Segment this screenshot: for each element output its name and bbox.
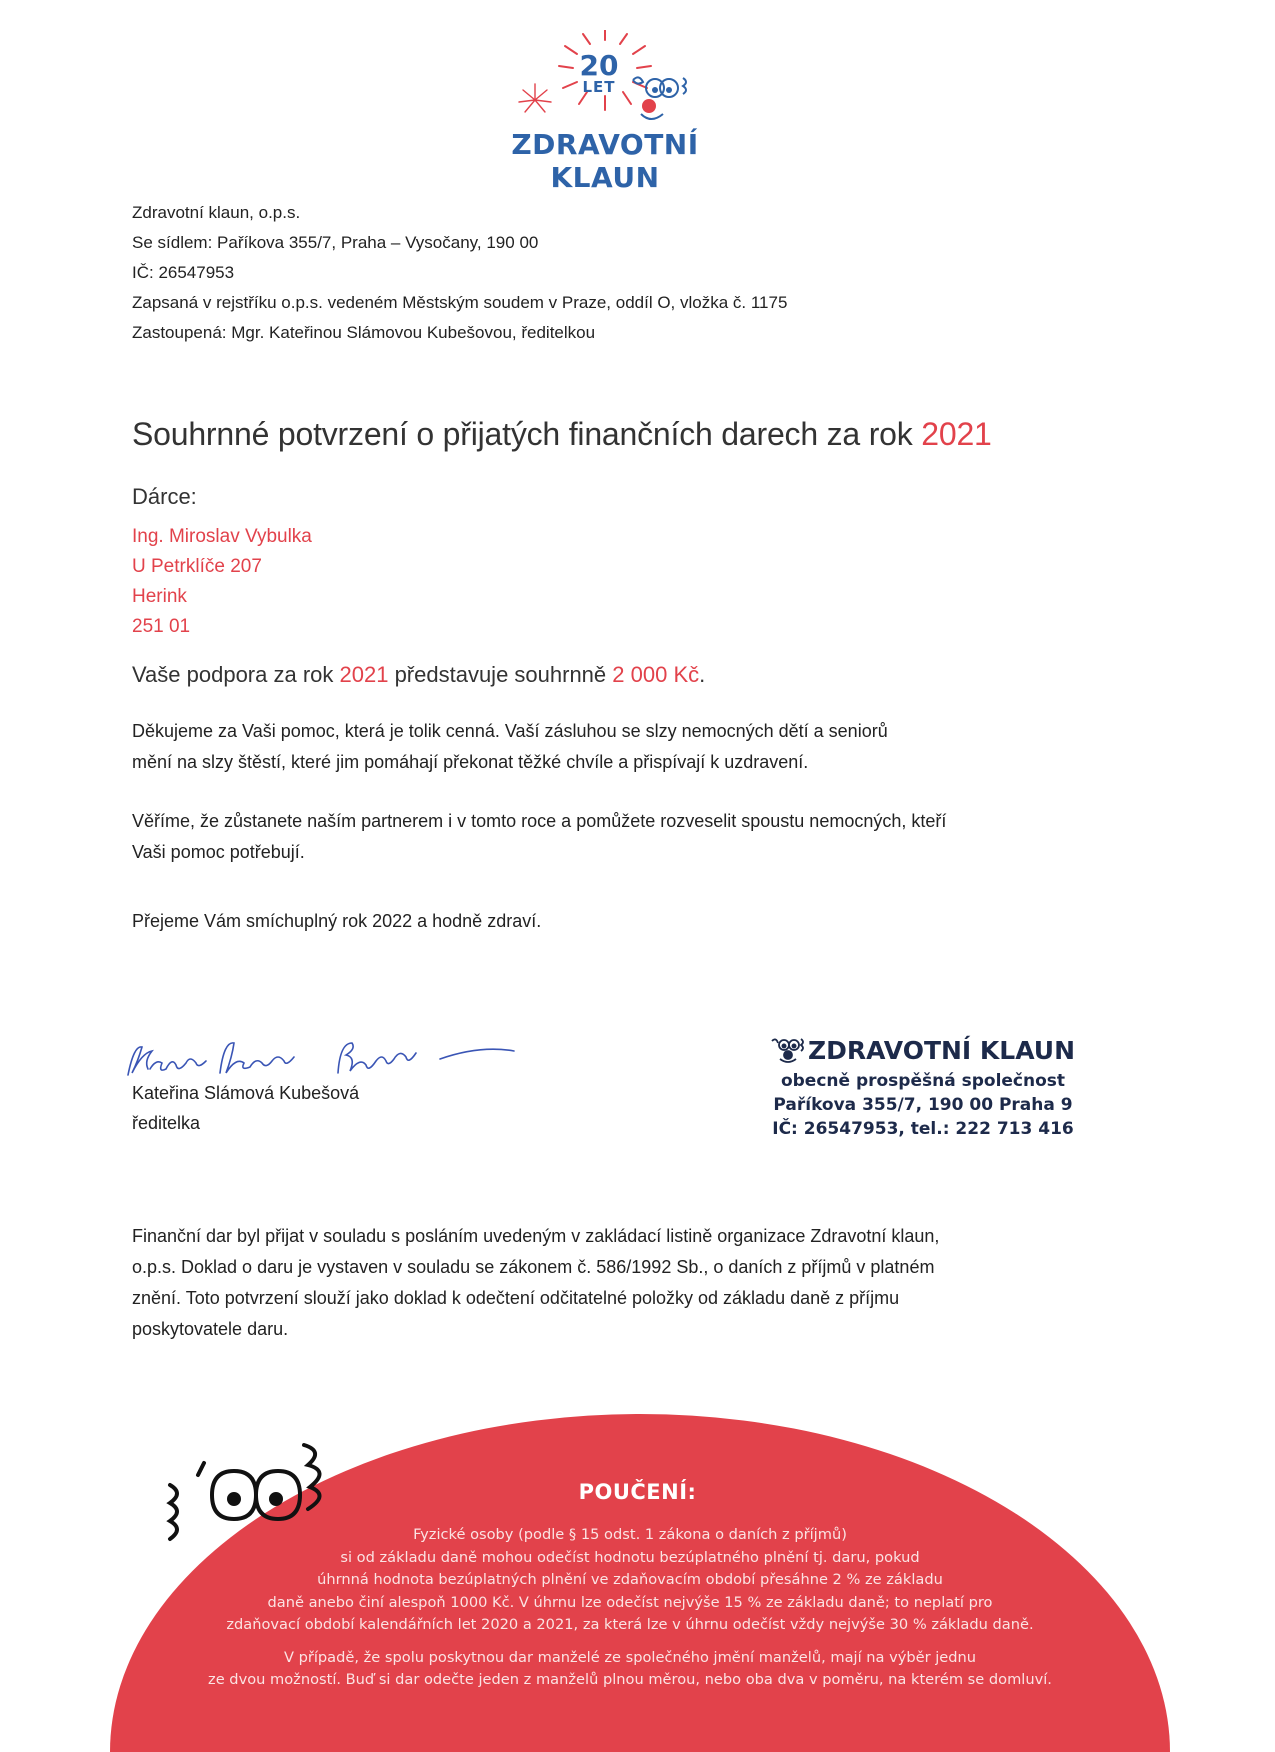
org-seat: Se sídlem: Paříkova 355/7, Praha – Vysočany, 190 00 bbox=[132, 233, 539, 252]
wish-paragraph: Přejeme Vám smíchuplný rok 2022 a hodně zdraví. bbox=[132, 911, 542, 931]
donor-label: Dárce: bbox=[132, 484, 197, 509]
legal-line-4: poskytovatele daru. bbox=[132, 1319, 289, 1339]
signer-block bbox=[132, 1078, 359, 1138]
notice-line-4: daně anebo činí alespoň 1000 Kč. V úhrnu lze odečíst nejvýše 15 % ze základu daně; to neplatí pro bbox=[267, 1593, 993, 1611]
signer-role: ředitelka bbox=[132, 1113, 201, 1133]
thanks-line-1: Děkujeme za Vaši pomoc, která je tolik cenná. Vaší zásluhou se slzy nemocných dětí a seniorů bbox=[132, 721, 888, 741]
signer-name: Kateřina Slámová Kubešová bbox=[132, 1083, 360, 1103]
support-prefix: Vaše podpora za rok bbox=[132, 662, 340, 687]
logo-wordmark: ZDRAVOTNÍ KLAUN bbox=[511, 128, 699, 194]
thanks-line-2: mění na slzy štěstí, které jim pomáhají překonat těžké chvíle a přispívají k uzdravení. bbox=[132, 752, 809, 772]
donor-name: Ing. Miroslav Vybulka bbox=[132, 526, 312, 547]
notice-line-1: Fyzické osoby (podle § 15 odst. 1 zákona o daních z příjmů) bbox=[413, 1526, 847, 1543]
donor-address bbox=[132, 522, 312, 642]
legal-line-2: o.p.s. Doklad o daru je vystaven v souladu se zákonem č. 586/1992 Sb., o daních z příjmů v platném bbox=[132, 1257, 935, 1277]
clown-face-icon bbox=[633, 77, 686, 119]
anniversary-word: LET bbox=[582, 78, 616, 96]
support-summary bbox=[132, 662, 705, 688]
believe-paragraph bbox=[132, 806, 1112, 868]
organization-logo bbox=[455, 30, 755, 194]
document-title bbox=[132, 416, 992, 453]
stamp-line-1: obecně prospěšná společnost bbox=[780, 1071, 1066, 1091]
legal-line-1: Finanční dar byl přijat v souladu s posláním uvedeným v zakládací listině organizace Zdravotní klaun, bbox=[132, 1226, 940, 1246]
org-name: Zdravotní klaun, o.p.s. bbox=[132, 203, 301, 222]
stamp-line-2: Paříkova 355/7, 190 00 Praha 9 bbox=[773, 1095, 1073, 1115]
support-year: 2021 bbox=[339, 662, 389, 687]
legal-paragraph bbox=[132, 1221, 1132, 1345]
title-year: 2021 bbox=[921, 416, 992, 452]
notice-title: POUČENÍ: bbox=[578, 1480, 697, 1504]
support-suffix: . bbox=[699, 662, 706, 687]
notice-line-2: si od základu daně mohou odečíst hodnotu bezúplatného plnění tj. daru, pokud bbox=[340, 1548, 920, 1566]
stamp-title bbox=[768, 1035, 1078, 1065]
anniversary-badge bbox=[567, 49, 631, 96]
organization-header bbox=[132, 198, 787, 348]
believe-line-2: Vaši pomoc potřebují. bbox=[132, 842, 305, 862]
notice-line-3: úhrnná hodnota bezúplatných plnění ve zdaňovacím období přesáhne 2 % ze základu bbox=[317, 1571, 943, 1588]
donor-zip: 251 01 bbox=[132, 616, 191, 637]
notice-text bbox=[190, 1524, 1070, 1692]
org-ic: IČ: 26547953 bbox=[132, 263, 235, 282]
donor-street: U Petrklíče 207 bbox=[132, 556, 262, 577]
stamp-title-text: ZDRAVOTNÍ KLAUN bbox=[808, 1036, 1076, 1065]
believe-line-1: Věříme, že zůstanete naším partnerem i v tomto roce a pomůžete rozveselit spoustu nemocných, kteří bbox=[132, 811, 947, 831]
stamp-lines bbox=[768, 1069, 1078, 1141]
notice-line-5: zdaňovací období kalendářních let 2020 a 2021, za která lze v úhrnu odečíst vždy nejvýše 30 % základu daně. bbox=[226, 1616, 1034, 1633]
clown-face-icon bbox=[768, 1035, 808, 1065]
support-middle: představuje souhrnně bbox=[388, 662, 613, 687]
thanks-paragraph bbox=[132, 716, 1112, 778]
donor-city: Herink bbox=[132, 586, 187, 607]
anniversary-number: 20 bbox=[579, 49, 619, 82]
organization-stamp bbox=[768, 1035, 1078, 1141]
org-represented: Zastoupená: Mgr. Kateřinou Slámovou Kubešovou, ředitelkou bbox=[132, 323, 596, 342]
support-amount: 2 000 Kč bbox=[612, 662, 700, 687]
notice-line-7: ze dvou možností. Buď si dar odečte jeden z manželů plnou měrou, nebo oba dva v poměru, na kterém se domluví. bbox=[208, 1671, 1052, 1688]
stamp-line-3: IČ: 26547953, tel.: 222 713 416 bbox=[772, 1119, 1074, 1139]
title-text: Souhrnné potvrzení o přijatých finančních darech za rok bbox=[132, 416, 922, 452]
notice-line-6: V případě, že spolu poskytnou dar manželé ze společného jmění manželů, mají na výběr jednu bbox=[283, 1648, 977, 1666]
legal-line-3: znění. Toto potvrzení slouží jako doklad k odečtení odčitatelné položky od základu daně z příjmu bbox=[132, 1288, 900, 1308]
org-registry: Zapsaná v rejstříku o.p.s. vedeném Městským soudem v Praze, oddíl O, vložka č. 1175 bbox=[132, 293, 788, 312]
